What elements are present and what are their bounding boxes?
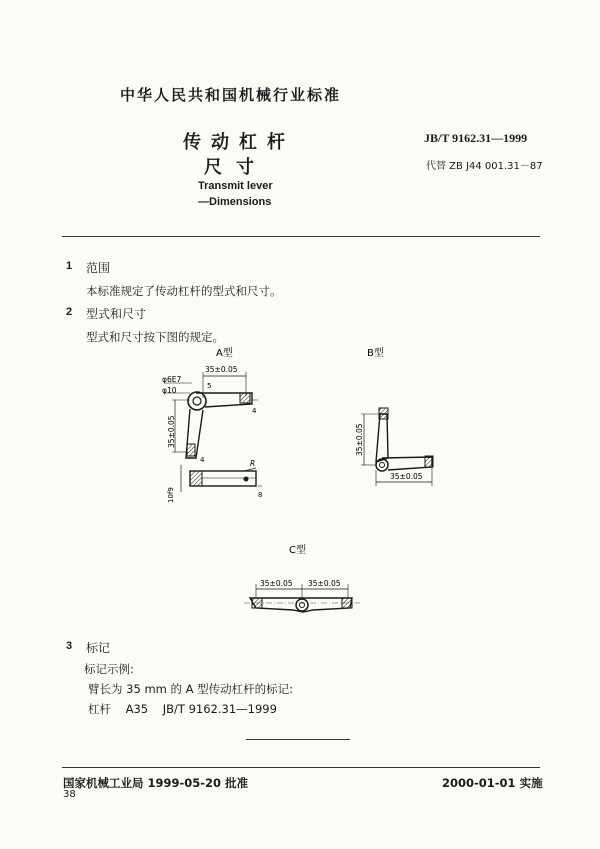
type-a-label: A型 [216, 348, 233, 359]
title-english-line2: —Dimensions [198, 196, 272, 208]
type-a-dim-8: 8 [258, 491, 263, 499]
standard-organization: 中华人民共和国机械行业标准 [120, 86, 342, 104]
title-english-line1: Transmit lever [198, 180, 273, 192]
section-2-title: 型式和尺寸 [86, 307, 147, 321]
replaces-standard: 代替 ZB J44 001.31－87 [426, 161, 543, 172]
standard-number: JB/T 9162.31—1999 [424, 131, 528, 145]
section-3-number: 3 [66, 640, 73, 652]
footer-issuer: 国家机械工业局 1999-05-20 批准 [63, 776, 249, 790]
section-1-title: 范围 [86, 261, 111, 275]
section-3-title: 标记 [86, 641, 111, 655]
type-a-dim-4-bottom: 4 [200, 456, 205, 464]
type-a-dim-vertical: 35±0.05 [167, 415, 176, 448]
marking-example-code: 杠杆 A35 JB/T 9162.31—1999 [88, 702, 277, 716]
type-b-dim-horizontal: 35±0.05 [390, 472, 423, 481]
type-a-dim-10f9: 10f9 [167, 487, 175, 503]
footer-divider [62, 767, 540, 768]
type-a-dim-5: 5 [207, 382, 212, 390]
marking-example-label: 标记示例: [84, 662, 134, 676]
type-a-side-view [181, 465, 262, 492]
section-1-text: 本标准规定了传动杠杆的型式和尺寸。 [86, 284, 282, 298]
section-1-number: 1 [66, 260, 73, 272]
type-c-label: C型 [289, 545, 306, 556]
section-2-text: 型式和尺寸按下图的规定。 [86, 330, 224, 344]
type-c-dim-left: 35±0.05 [260, 579, 293, 588]
end-rule [246, 739, 350, 740]
title-chinese-line2: 尺寸 [204, 157, 268, 178]
section-2-number: 2 [66, 306, 73, 318]
type-c-view [244, 584, 360, 612]
type-a-dim-boss: φ10 [162, 386, 177, 395]
title-chinese-line1: 传动杠杆 [183, 132, 295, 153]
type-b-label: B型 [367, 348, 384, 359]
marking-example-desc: 臂长为 35 mm 的 A 型传动杠杆的标记: [88, 682, 294, 696]
type-b-dim-vertical: 35±0.05 [355, 423, 364, 456]
type-a-dim-r: R [250, 459, 256, 468]
page-number: 38 [63, 789, 76, 800]
footer-implement-date: 2000-01-01 实施 [442, 776, 543, 790]
type-a-dim-horizontal: 35±0.05 [205, 365, 238, 374]
type-a-dim-4-right: 4 [252, 407, 257, 415]
type-c-dim-right: 35±0.05 [308, 579, 341, 588]
type-a-dim-hole: φ6E7 [162, 375, 182, 384]
